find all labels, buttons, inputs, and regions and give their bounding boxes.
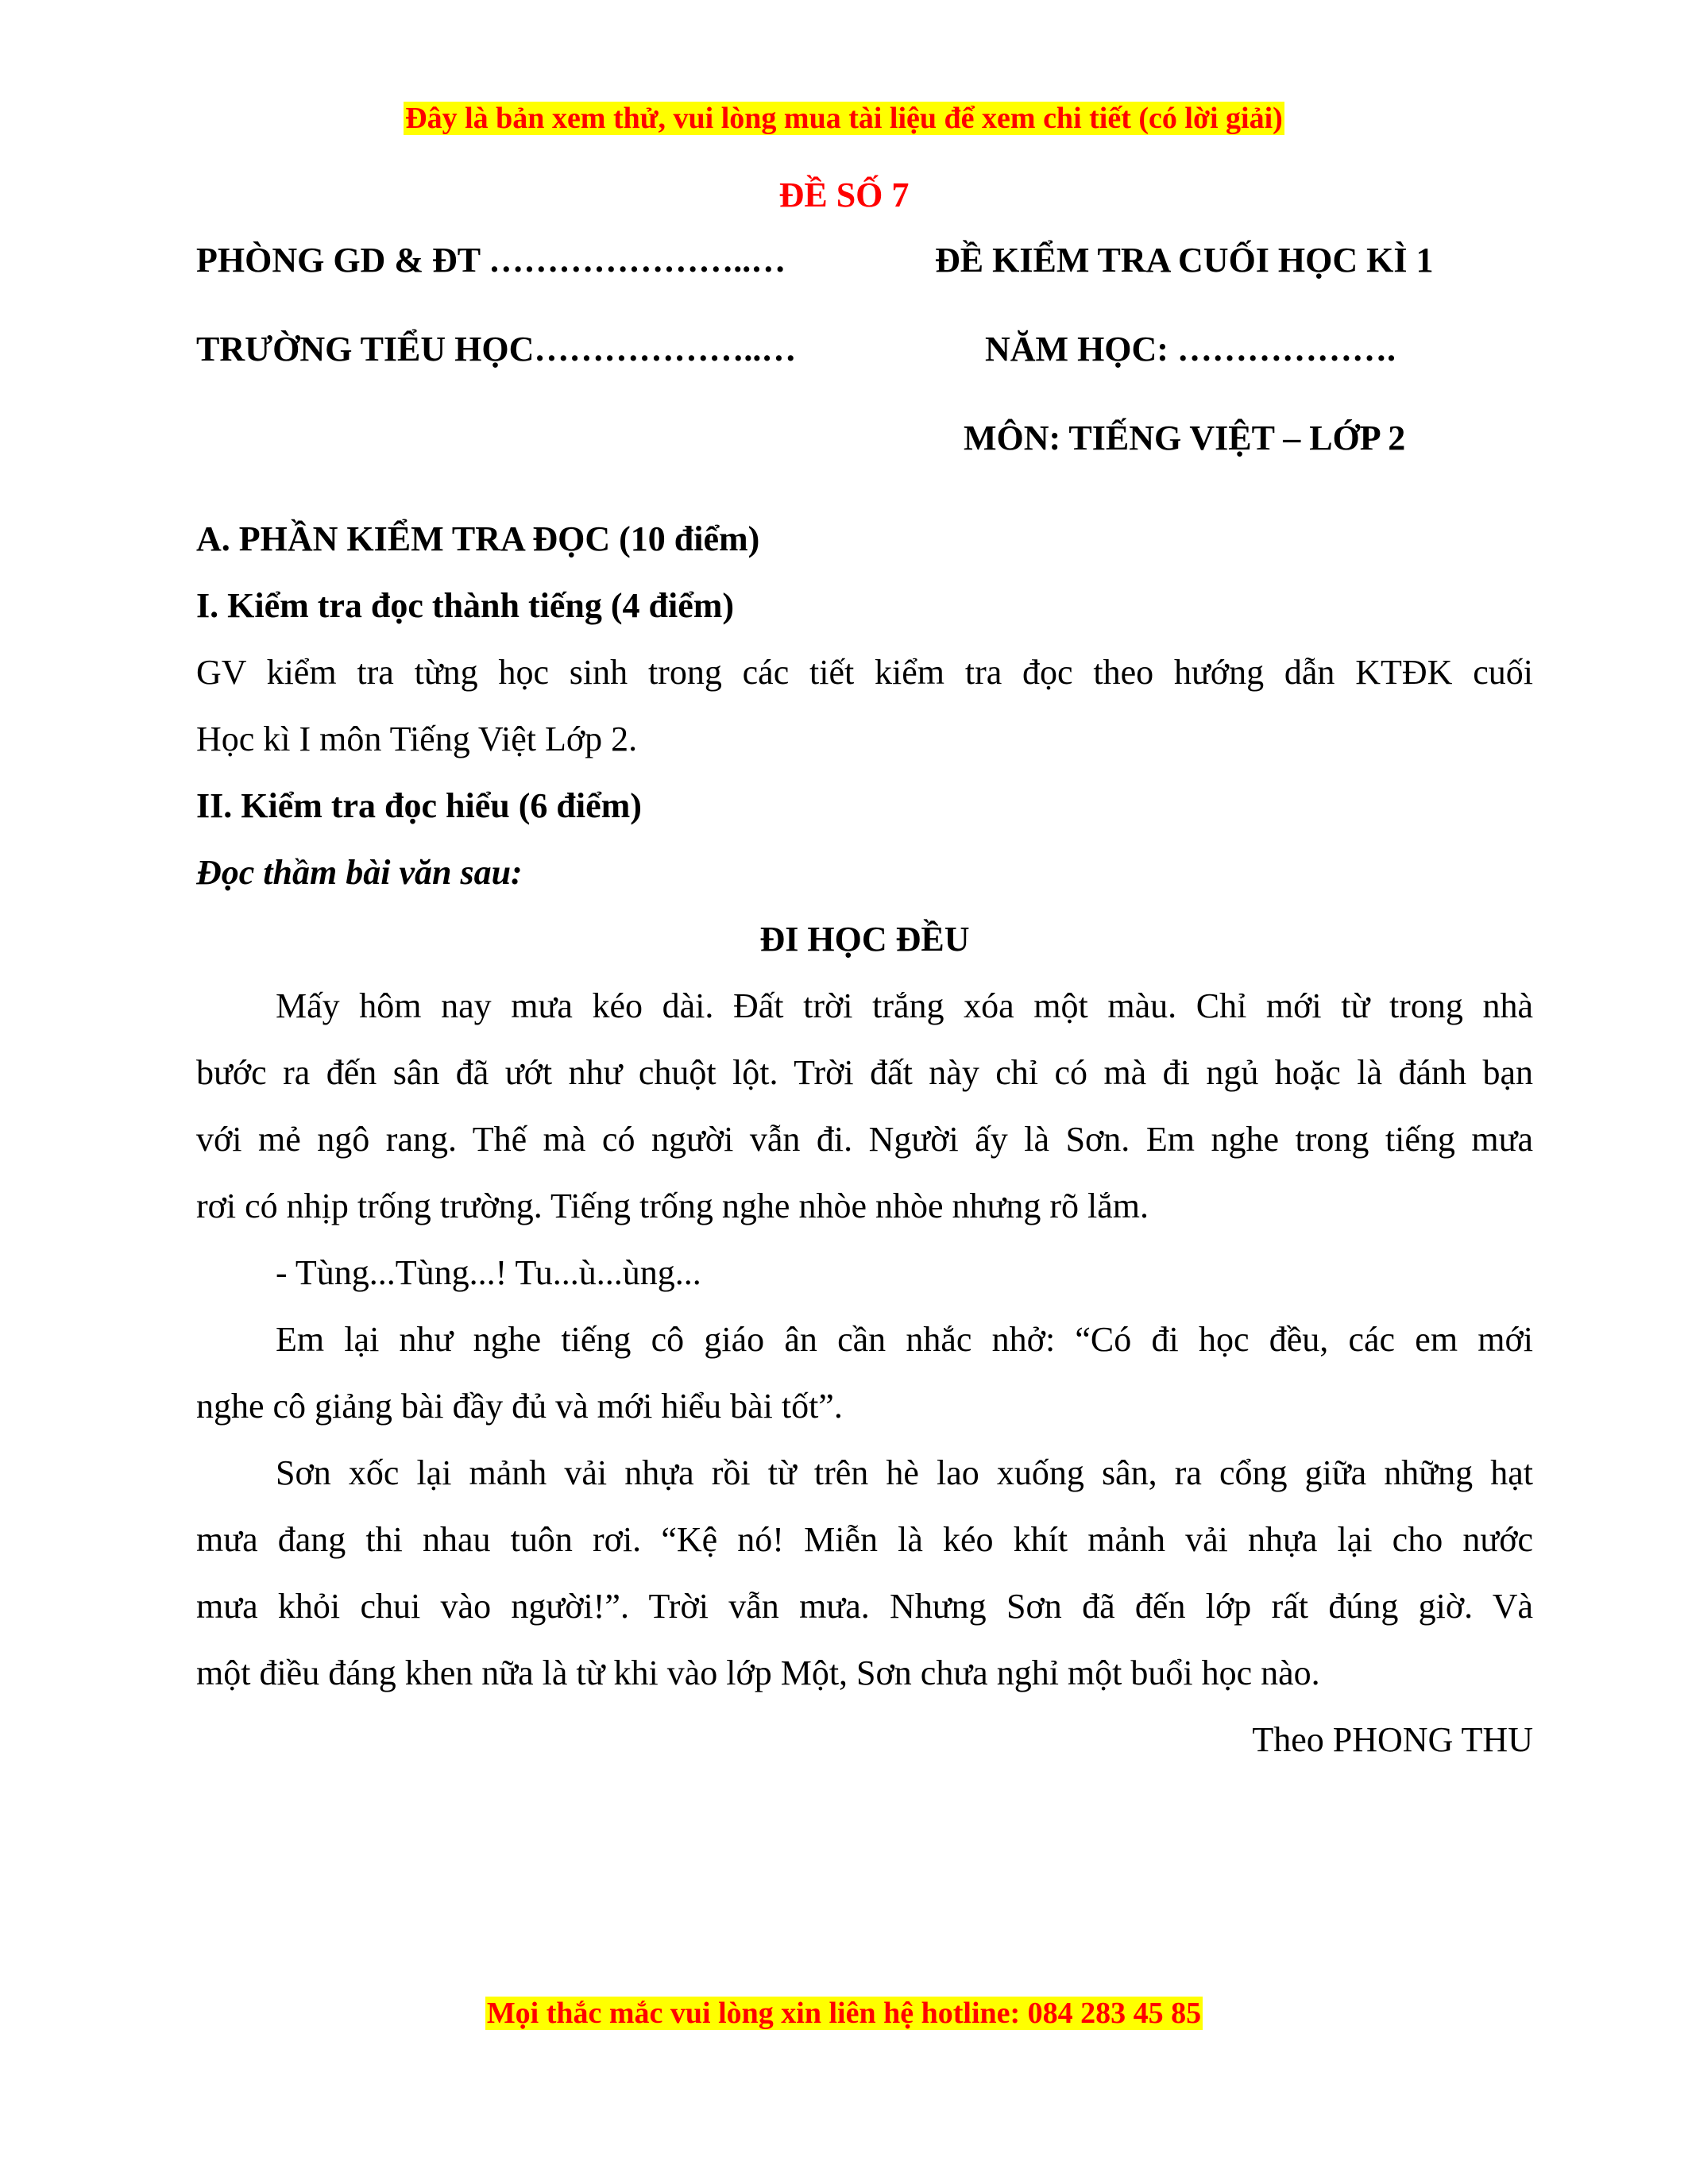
school-line: TRƯỜNG TIỂU HỌC………………..… [196,330,797,369]
passage-dialogue: - Tùng...Tùng...! Tu...ù...ùng... [276,1253,701,1292]
passage-line: bước ra đến sân đã ướt như chuột lột. Trời đất này chỉ có mà đi ngủ hoặc là đánh bạn [196,1053,1533,1092]
exam-body [196,506,1533,1773]
exam-number: ĐỀ SỐ 7 [778,176,910,214]
section-a-heading: A. PHẦN KIỂM TRA ĐỌC (10 điểm) [196,519,760,558]
part-1-line: Học kì I môn Tiếng Việt Lớp 2. [196,720,638,758]
passage-line: với mẻ ngô rang. Thế mà có người vẫn đi. Người ấy là Sơn. Em nghe trong tiếng mưa [196,1120,1533,1159]
hotline-text: Mọi thắc mắc vui lòng xin liên hệ hotline: 084 283 45 85 [486,1997,1202,2030]
passage-line: Mấy hôm nay mưa kéo dài. Đất trời trắng xóa một màu. Chỉ mới từ trong nhà [276,986,1533,1025]
department-line: PHÒNG GD & ĐT …………………..… [196,241,786,280]
passage-line: mưa đang thi nhau tuôn rơi. “Kệ nó! Miễn là kéo khít mảnh vải nhựa lại cho nước [196,1520,1533,1559]
passage-line: một điều đáng khen nữa là từ khi vào lớp Một, Sơn chưa nghỉ một buổi học nào. [196,1653,1320,1692]
passage-source: Theo PHONG THU [1252,1720,1533,1759]
preview-notice-text: Đây là bản xem thử, vui lòng mua tài liệu để xem chi tiết (có lời giải) [405,102,1283,135]
passage-line: Sơn xốc lại mảnh vải nhựa rồi từ trên hè lao xuống sân, ra cổng giữa những hạt [276,1453,1533,1492]
passage-line: nghe cô giảng bài đầy đủ và mới hiểu bài tốt”. [196,1387,843,1426]
passage-line: Em lại như nghe tiếng cô giáo ân cần nhắc nhở: “Có đi học đều, các em mới [276,1320,1533,1359]
passage-line: rơi có nhịp trống trường. Tiếng trống nghe nhòe nhòe nhưng rõ lắm. [196,1187,1149,1225]
reading-instruction: Đọc thầm bài văn sau: [196,853,523,892]
passage-title: ĐI HỌC ĐỀU [759,920,970,959]
passage-line: mưa khỏi chui vào người!”. Trời vẫn mưa. Nhưng Sơn đã đến lớp rất đúng giờ. Và [196,1587,1533,1626]
part-1-heading: I. Kiểm tra đọc thành tiếng (4 điểm) [196,586,735,625]
exam-title: ĐỀ KIỂM TRA CUỐI HỌC KÌ 1 [935,241,1434,280]
school-year: NĂM HỌC: ………………. [985,330,1396,369]
preview-notice-banner [0,100,1688,137]
part-1-line: GV kiểm tra từng học sinh trong các tiết kiểm tra đọc theo hướng dẫn KTĐK cuối [196,653,1533,692]
part-2-heading: II. Kiểm tra đọc hiểu (6 điểm) [196,786,642,825]
subject-line: MÔN: TIẾNG VIỆT – LỚP 2 [964,419,1406,457]
hotline-banner [0,1995,1688,2032]
